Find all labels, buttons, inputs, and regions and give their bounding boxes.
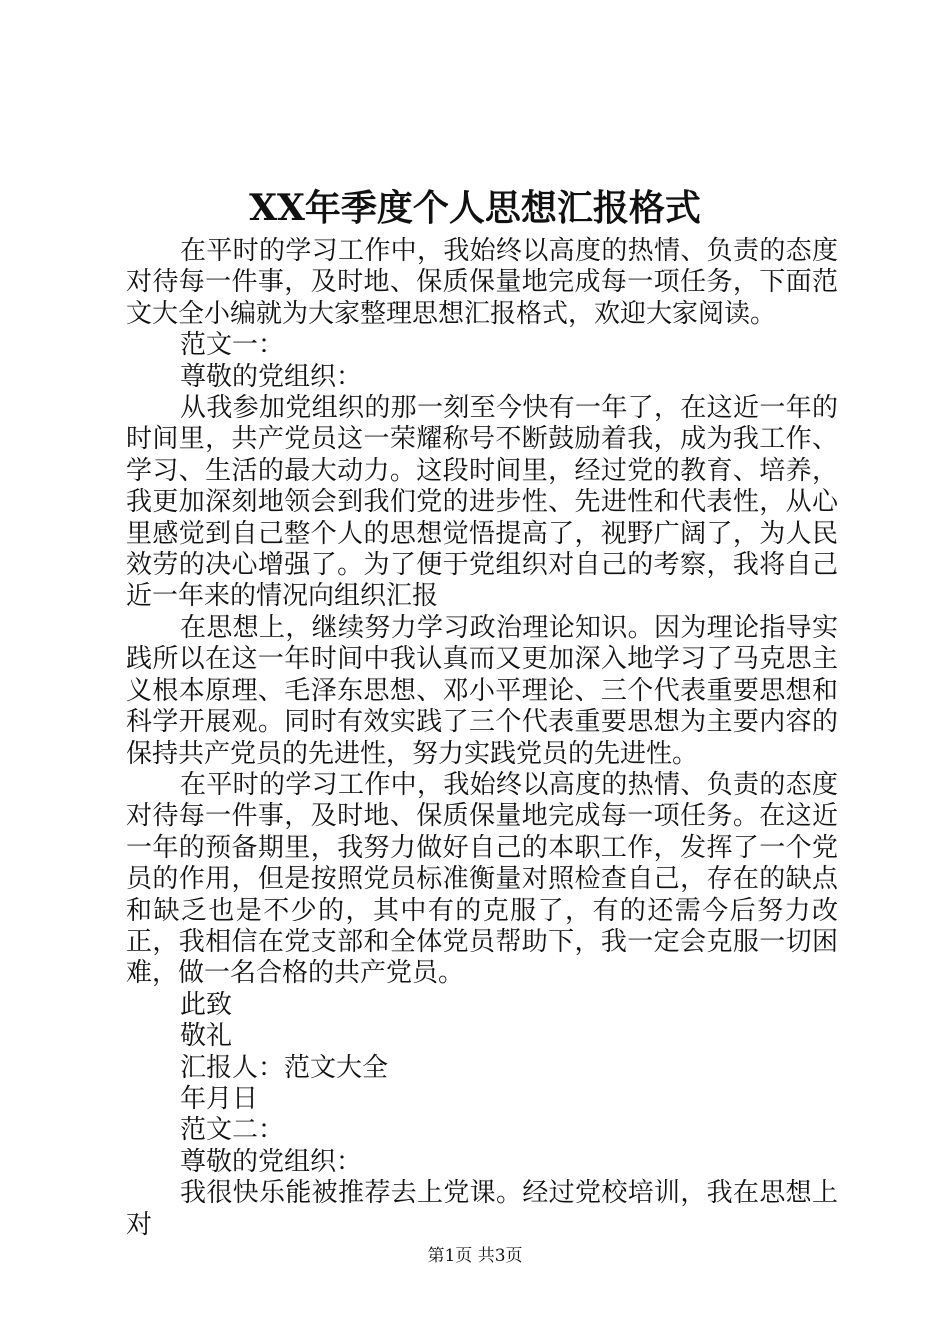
sample-one-heading: 范文一： [180,330,285,361]
salutation: 尊敬的党组织： [180,361,363,392]
date-line: 年月日 [180,1083,259,1114]
body-paragraph: 我很快乐能被推荐去上党课。经过党校培训，我在思想上对 [126,1178,838,1240]
page-footer: 第1页 共3页 [427,1246,523,1266]
body-paragraph: 在思想上，继续努力学习政治理论知识。因为理论指导实践所以在这一年时间中我认真而又更加深入地学习了马克思主义根本原理、毛泽东思想、邓小平理论、三个代表重要思想和科学开展观。同时有效实践了三个代表重要思想为主要内容的保持共产党员的先进性，努力实践党员的先进性。 [126,612,838,769]
closing-line: 敬礼 [180,1021,233,1052]
salutation: 尊敬的党组织： [180,1146,363,1177]
sample-two-heading: 范文二： [180,1115,285,1146]
body-paragraph: 在平时的学习工作中，我始终以高度的热情、负责的态度对待每一件事，及时地、保质保量地完成每一项任务。在这近一年的预备期里，我努力做好自己的本职工作，发挥了一个党员的作用，但是按照党员标准衡量对照检查自己，存在的缺点和缺乏也是不少的，其中有的克服了，有的还需今后努力改正，我相信在党支部和全体党员帮助下，我一定会克服一切困难，做一名合格的共产党员。 [126,769,838,989]
closing-line: 此致 [180,989,233,1020]
intro-paragraph: 在平时的学习工作中，我始终以高度的热情、负责的态度对待每一件事，及时地、保质保量地完成每一项任务，下面范文大全小编就为大家整理思想汇报格式，欢迎大家阅读。 [126,236,838,329]
document-body [126,236,838,1241]
document-title: XX年季度个人思想汇报格式 [249,187,701,229]
body-paragraph: 从我参加党组织的那一刻至今快有一年了，在这近一年的时间里，共产党员这一荣耀称号不断鼓励着我，成为我工作、学习、生活的最大动力。这段时间里，经过党的教育、培养，我更加深刻地领会到我们党的进步性、先进性和代表性，从心里感觉到自己整个人的思想觉悟提高了，视野广阔了，为人民效劳的决心增强了。为了便于党组织对自己的考察，我将自己近一年来的情况向组织汇报 [126,393,838,612]
reporter-line: 汇报人：范文大全 [180,1052,389,1083]
